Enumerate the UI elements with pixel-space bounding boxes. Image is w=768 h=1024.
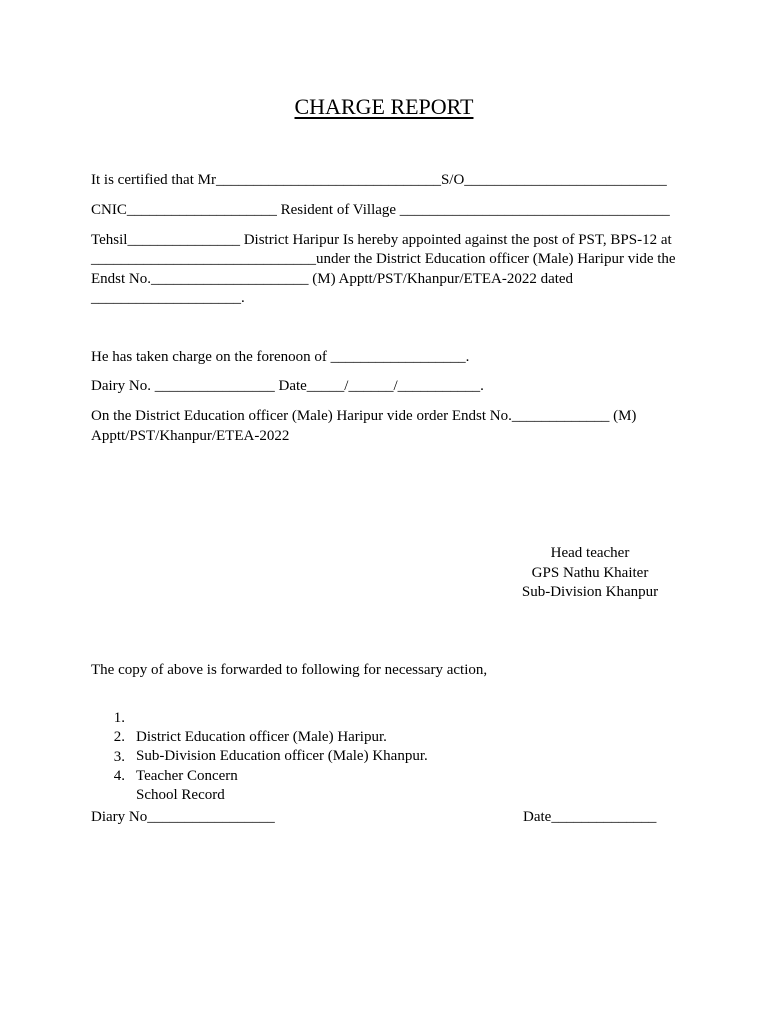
forward-text: The copy of above is forwarded to following for necessary action, xyxy=(91,662,488,678)
footer-date: Date______________ xyxy=(523,809,657,825)
document-title: CHARGE REPORT xyxy=(294,94,474,119)
signature-school: GPS Nathu Khaiter xyxy=(531,565,649,581)
cnic-line: CNIC____________________ Resident of Village ____________________________________ xyxy=(91,202,670,218)
appointment-line: ______________________________under the District Education officer (Male) Haripur vide the xyxy=(91,251,676,267)
list-item-number: 3. xyxy=(113,748,125,765)
certified-line: It is certified that Mr______________________________S/O___________________________ xyxy=(91,172,667,188)
list-item-text: School Record xyxy=(136,786,225,803)
recipient-list xyxy=(91,690,428,803)
list-item-number: 4. xyxy=(113,767,125,784)
list-item-text: District Education officer (Male) Haripur. xyxy=(136,729,387,745)
order-reference-line: Apptt/PST/Khanpur/ETEA-2022 xyxy=(91,428,290,444)
dated-blank-line: ____________________. xyxy=(91,290,245,306)
tehsil-line: Tehsil_______________ District Haripur Is hereby appointed against the post of PST, BPS-12 at xyxy=(91,232,672,248)
signature-subdivision: Sub-Division Khanpur xyxy=(521,584,659,600)
list-item-number: 2. xyxy=(113,729,125,746)
footer-diary-number: Diary No_________________ xyxy=(91,809,275,825)
dairy-date-line: Dairy No. ________________ Date_____/______/___________. xyxy=(91,378,484,394)
signature-designation: Head teacher xyxy=(550,545,630,561)
list-item xyxy=(91,690,387,745)
endst-line: Endst No._____________________ (M) Apptt/PST/Khanpur/ETEA-2022 dated xyxy=(91,271,574,287)
list-item-number: 1. xyxy=(113,710,125,726)
list-item-text: Sub-Division Education officer (Male) Khanpur. xyxy=(136,748,428,765)
charge-taken-line: He has taken charge on the forenoon of __________________. xyxy=(91,349,470,365)
list-item-text: Teacher Concern xyxy=(136,767,238,784)
list-item xyxy=(91,729,238,784)
order-line: On the District Education officer (Male) Haripur vide order Endst No._____________ (M) xyxy=(91,408,637,424)
